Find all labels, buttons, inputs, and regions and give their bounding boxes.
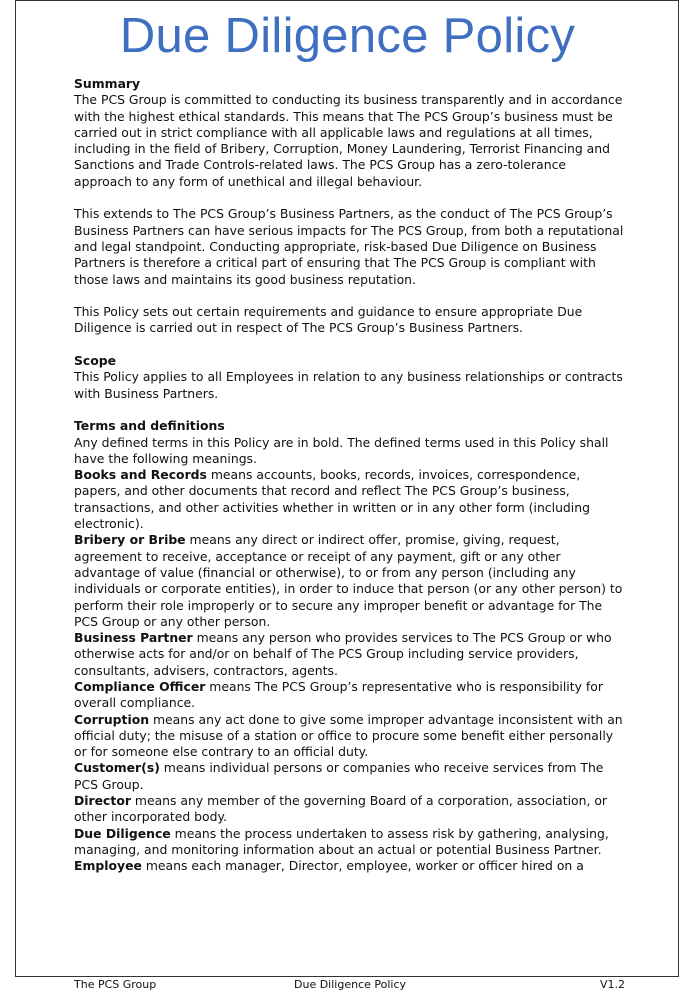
definition-text: means any member of the governing Board of a corporation, association, or other incorporated body.	[74, 793, 608, 825]
definition-term: Employee	[74, 858, 142, 874]
paragraph-gap	[74, 288, 626, 304]
summary-paragraph-2: This extends to The PCS Group’s Business Partners, as the conduct of The PCS Group’s Business Partners can have serious impacts for The PCS Group, from both a reputational and legal standpoint. Conducting appropriate, risk-based Due Diligence on Business Partners is therefore a critical part of ensuring that The PCS Group is compliant with those laws and maintains its good business reputation.	[74, 206, 624, 287]
definition-employee	[74, 858, 626, 874]
definition-term: Corruption	[74, 711, 150, 727]
definition-bribery	[74, 532, 626, 630]
definition-text: means any person who provides services to The PCS Group or who otherwise acts for and/or on behalf of The PCS Group including service providers, consultants, advisers, contractors, agents.	[74, 630, 612, 678]
definition-text: means each manager, Director, employee, worker or officer hired on a	[141, 858, 584, 874]
definition-text: means accounts, books, records, invoices, correspondence, papers, and other documents that record and reflect The PCS Group’s business, transactions, and other activities whether in written or in any other form (including electronic).	[74, 467, 590, 532]
document-body	[74, 76, 626, 875]
definition-customers	[74, 760, 626, 793]
definition-term: Customer(s)	[74, 760, 160, 776]
definition-text: means the process undertaken to assess risk by gathering, analysing, managing, and monitoring information about an actual or potential Business Partner.	[74, 825, 609, 857]
terms-heading: Terms and definitions	[74, 418, 225, 434]
definition-business-partner	[74, 630, 626, 679]
definition-term: Compliance Officer	[74, 678, 206, 694]
definition-text: means The PCS Group’s representative who is responsibility for overall compliance.	[74, 678, 603, 711]
scope-paragraph: This Policy applies to all Employees in relation to any business relationships or contracts with Business Partners.	[74, 369, 623, 401]
definition-text: means individual persons or companies who receive services from The PCS Group.	[74, 760, 604, 792]
footer-company: The PCS Group	[74, 978, 157, 991]
definition-corruption	[74, 712, 626, 761]
definition-term: Due Diligence	[74, 825, 171, 841]
summary-heading: Summary	[74, 76, 141, 91]
paragraph-gap	[74, 190, 626, 206]
scope-heading: Scope	[74, 353, 117, 369]
paragraph-gap	[74, 337, 626, 353]
definition-text: means any act done to give some improper advantage inconsistent with an official duty; the misuse of a station or office to procure some benefit either personally or for someone else contrary to an official duty.	[74, 711, 623, 760]
definition-term: Business Partner	[74, 630, 193, 646]
definition-term: Bribery or Bribe	[74, 532, 186, 548]
summary-paragraph-3: This Policy sets out certain requirements and guidance to ensure appropriate Due Diligence is carried out in respect of The PCS Group’s Business Partners.	[74, 304, 583, 336]
page-footer	[74, 978, 625, 992]
document-title: Due Diligence Policy	[119, 9, 576, 63]
definition-text: means any direct or indirect offer, promise, giving, request, agreement to receive, acceptance or receipt of any payment, gift or any other advantage of value (financial or otherwise), to or from any person (including any individuals or corporate entities), in order to induce that person (or any other person) to perform their role improperly or to secure any improper benefit or advantage for The PCS Group or any other person.	[74, 532, 623, 629]
definition-director	[74, 793, 626, 826]
footer-document-name: Due Diligence Policy	[294, 978, 407, 991]
definition-compliance-officer	[74, 679, 626, 712]
definition-books-and-records	[74, 467, 626, 532]
definition-due-diligence	[74, 826, 626, 859]
paragraph-gap	[74, 402, 626, 418]
footer-version: V1.2	[599, 978, 625, 991]
terms-intro: Any defined terms in this Policy are in bold. The defined terms used in this Policy shall have the following meanings.	[74, 434, 609, 466]
definition-term: Books and Records	[74, 467, 207, 483]
definition-term: Director	[74, 793, 131, 809]
summary-paragraph-1: The PCS Group is committed to conducting its business transparently and in accordance with the highest ethical standards. This means that The PCS Group’s business must be carried out in strict compliance with all applicable laws and regulations at all times, including in the field of Bribery, Corruption, Money Laundering, Terrorist Financing and Sanctions and Trade Controls-related laws. The PCS Group has a zero-tolerance approach to any form of unethical and illegal behaviour.	[74, 92, 623, 189]
